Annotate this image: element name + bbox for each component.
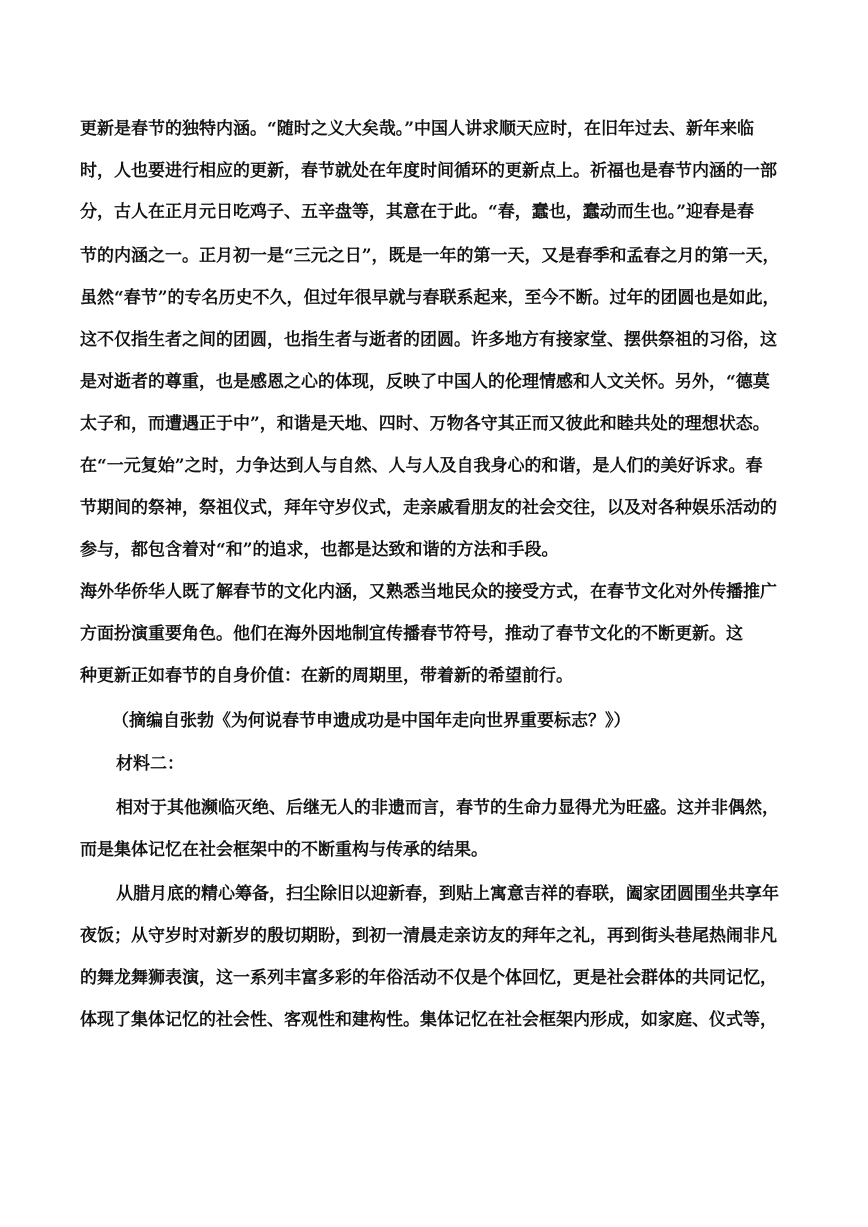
- paragraph-1-line: 分，古人在正月元日吃鸡子、五辛盘等，其意在于此。“春，蠢也，蠢动而生也。”迎春是春: [80, 202, 755, 222]
- paragraph-1-line: 节期间的祭神，祭祖仪式，拜年守岁仪式，走亲戚看朋友的社会交往，以及对各种娱乐活动的: [80, 498, 777, 518]
- paragraph-3-line: 相对于其他濒临灭绝、后继无人的非遗而言，春节的生命力显得尤为旺盛。这并非偶然，: [116, 798, 779, 818]
- paragraph-3-line: 而是集体记忆在社会框架中的不断重构与传承的结果。: [80, 840, 488, 860]
- paragraph-1-line: 时，人也要进行相应的更新，春节就处在年度时间循环的更新点上。祈福也是春节内涵的一部: [80, 161, 777, 181]
- source-citation: （摘编自张勃《为何说春节申遗成功是中国年走向世界重要标志？》）: [112, 711, 631, 731]
- section-heading: 材料二：: [116, 754, 184, 774]
- paragraph-2-line: 海外华侨华人既了解春节的文化内涵，又熟悉当地民众的接受方式，在春节文化对外传播推广: [80, 582, 777, 602]
- paragraph-4-line: 从腊月底的精心筹备，扫尘除旧以迎新春，到贴上寓意吉祥的春联，阖家团圆围坐共享年: [116, 884, 779, 904]
- paragraph-1-line: 这不仅指生者之间的团圆，也指生者与逝者的团圆。许多地方有接家堂、摆供祭祖的习俗，这: [80, 330, 777, 350]
- paragraph-1-line: 参与，都包含着对“和”的追求，也都是达致和谐的方法和手段。: [80, 540, 559, 560]
- paragraph-1-line: 虽然“春节”的专名历史不久，但过年很早就与春联系起来，至今不断。过年的团圆也是如此，: [80, 288, 780, 308]
- paragraph-2-line: 方面扮演重要角色。他们在海外因地制宜传播春节符号，推动了春节文化的不断更新。这: [80, 624, 743, 644]
- paragraph-1-line: 更新是春节的独特内涵。“随时之义大矣哉。”中国人讲求顺天应时，在旧年过去、新年来临: [80, 119, 755, 139]
- paragraph-1-line: 是对逝者的尊重，也是感恩之心的体现，反映了中国人的伦理情感和人文关怀。另外，“德莫: [80, 372, 770, 392]
- paragraph-4-line: 夜饭；从守岁时对新岁的殷切期盼，到初一清晨走亲访友的拜年之礼，再到街头巷尾热闹非凡: [80, 926, 777, 946]
- paragraph-4-line: 体现了集体记忆的社会性、客观性和建构性。集体记忆在社会框架内形成，如家庭、仪式等，: [80, 1010, 777, 1030]
- paragraph-1-line: 节的内涵之一。正月初一是“三元之日”，既是一年的第一天，又是春季和孟春之月的第一天，: [80, 246, 780, 266]
- paragraph-1-line: 太子和，而遭遇正于中”，和谐是天地、四时、万物各守其正而又彼此和睦共处的理想状态。: [80, 414, 770, 434]
- paragraph-2-line: 种更新正如春节的自身价值：在新的周期里，带着新的希望前行。: [80, 666, 573, 686]
- paragraph-1-line: 在“一元复始”之时，力争达到人与自然、人与人及自我身心的和谐，是人们的美好诉求。春: [80, 456, 763, 476]
- paragraph-4-line: 的舞龙舞狮表演，这一系列丰富多彩的年俗活动不仅是个体回忆，更是社会群体的共同记忆，: [80, 968, 777, 988]
